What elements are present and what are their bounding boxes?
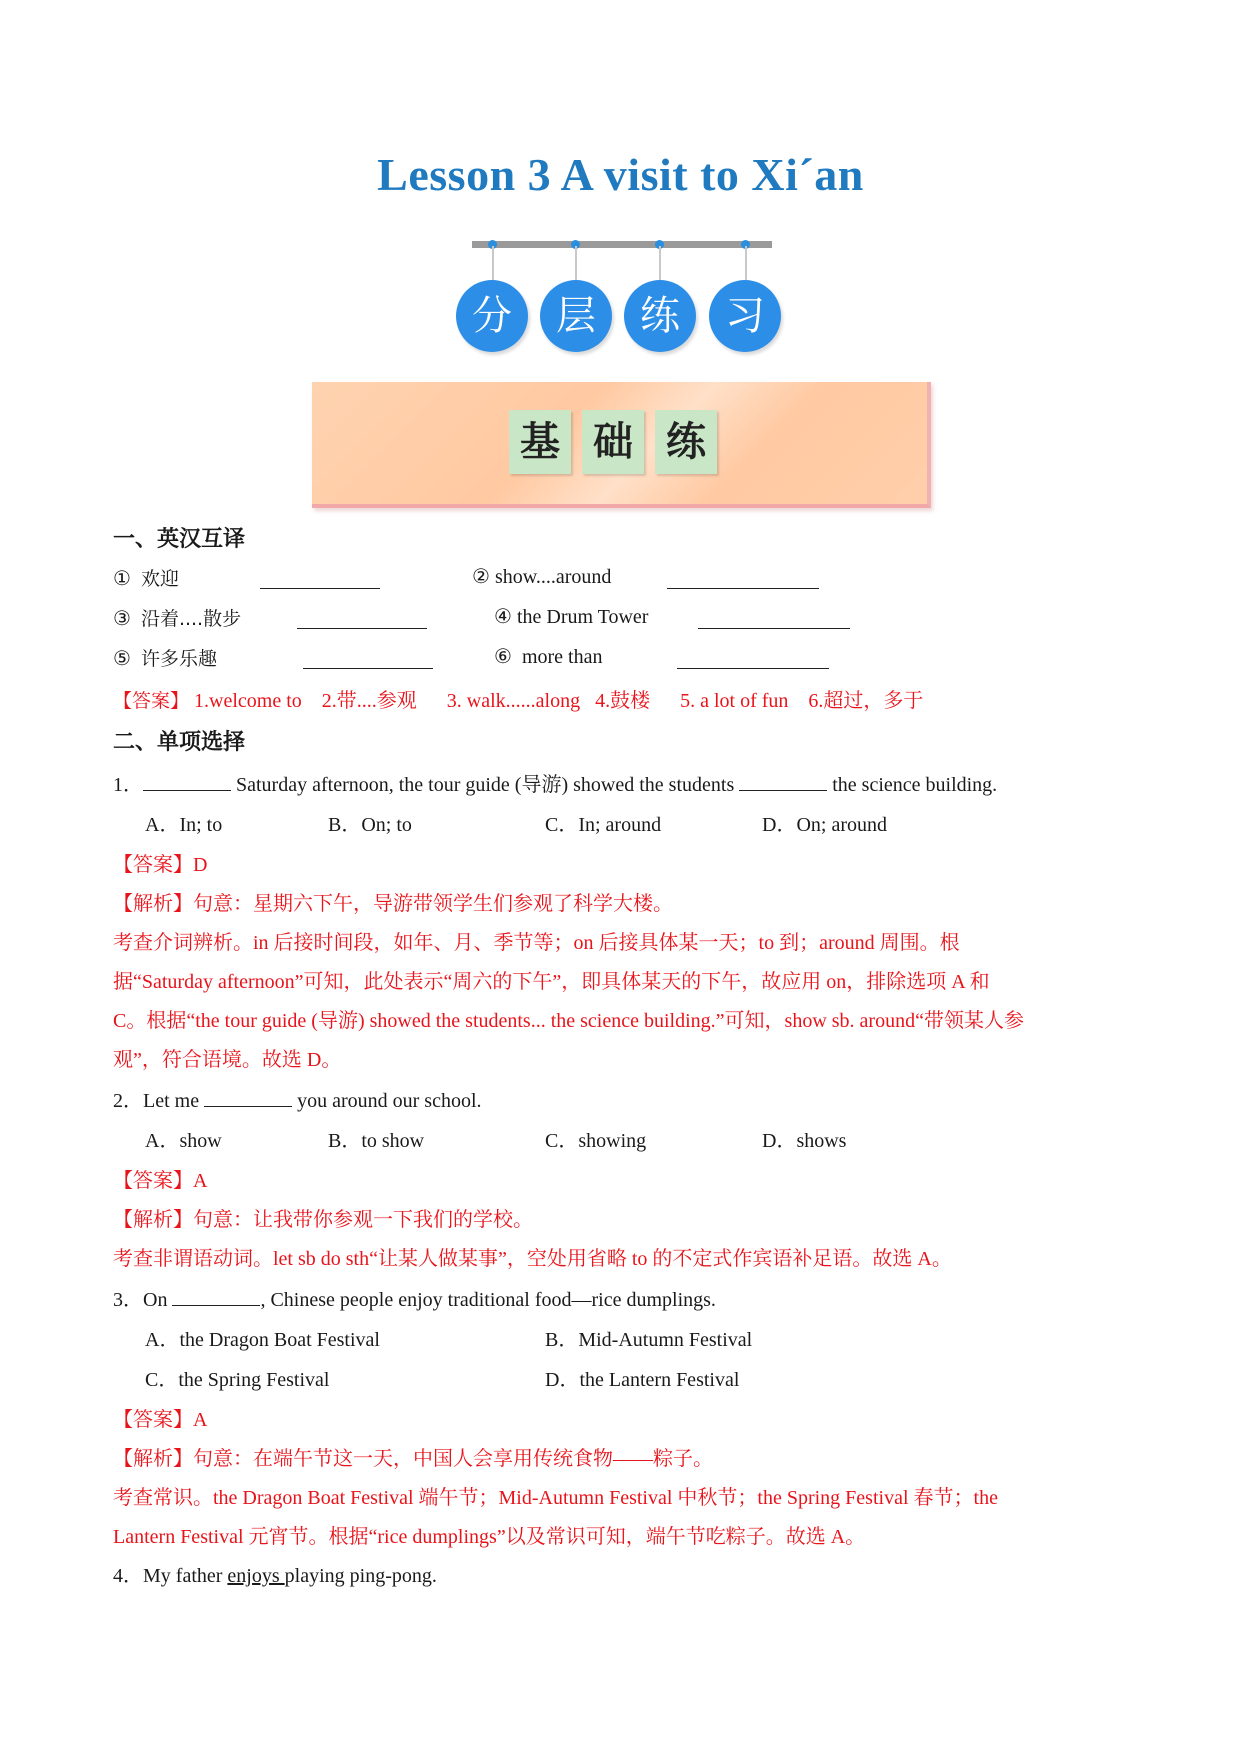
item-text: 沿着....散步 xyxy=(140,608,242,630)
analysis-line: Lantern Festival 元宵节。根据“rice dumplings”以及常识可知，端午节吃粽子。故选 A。 xyxy=(113,1526,866,1548)
analysis-line: 观”，符合语境。故选 D。 xyxy=(113,1049,342,1071)
section-heading: 一、英汉互译 xyxy=(113,527,246,552)
banner-string xyxy=(659,246,661,282)
vocab-item xyxy=(113,604,241,631)
item-text: show....around xyxy=(494,566,612,588)
banner-string xyxy=(575,246,577,282)
analysis-line: 考查非谓语动词。let sb do sth“让某人做某事”，空处用省略 to 的不定式作宾语补足语。故选 A。 xyxy=(113,1248,952,1270)
vocab-item xyxy=(113,644,217,671)
analysis-line: 据“Saturday afternoon”可知，此处表示“周六的下午”，即具体某天的下午，故应用 on，排除选项 A 和 xyxy=(113,971,990,993)
item-text: 欢迎 xyxy=(140,568,179,590)
answer-line: 【答案】A xyxy=(113,1170,208,1192)
answer-item: 4.鼓楼 xyxy=(595,690,651,712)
level-char: 练 xyxy=(655,410,717,474)
answer-item: 3. walk......along xyxy=(446,690,581,712)
item-text: more than xyxy=(521,646,603,668)
answer-blank xyxy=(303,650,433,669)
option: C．showing xyxy=(545,1130,647,1152)
answer-blank xyxy=(260,570,380,589)
question-text: you around our school. xyxy=(297,1090,482,1112)
banner-circle: 练 xyxy=(624,280,696,352)
answer-line: 【答案】A xyxy=(113,1409,208,1431)
option: B．to show xyxy=(328,1130,425,1152)
question-blank xyxy=(204,1088,292,1107)
option: B．On; to xyxy=(328,814,412,836)
item-number: ⑤ xyxy=(113,648,131,670)
option: D．the Lantern Festival xyxy=(545,1369,740,1391)
question-number: 2． xyxy=(113,1090,143,1112)
question-text: On xyxy=(143,1289,168,1311)
answer-line: 【答案】D xyxy=(113,854,208,876)
level-box xyxy=(312,382,931,508)
option: D．shows xyxy=(762,1130,847,1152)
question-3 xyxy=(113,1283,716,1312)
section-heading: 二、单项选择 xyxy=(113,730,246,755)
answer-blank xyxy=(698,610,850,629)
vocab-item xyxy=(494,604,648,629)
question-text: Saturday afternoon, the tour guide (导游) showed the students xyxy=(236,774,735,796)
question-2 xyxy=(113,1084,482,1113)
option: B．Mid-Autumn Festival xyxy=(545,1329,753,1351)
question-number: 1． xyxy=(113,774,143,796)
question-blank xyxy=(172,1287,260,1306)
answer-blank xyxy=(667,570,819,589)
item-text: 许多乐趣 xyxy=(140,648,217,670)
vocab-item xyxy=(494,644,602,669)
question-text: Let me xyxy=(143,1090,200,1112)
question-number: 3． xyxy=(113,1289,143,1311)
question-text: the science building. xyxy=(832,774,998,796)
answer-item: 1.welcome to xyxy=(194,690,302,712)
answer-blank xyxy=(297,610,427,629)
option: A．In; to xyxy=(145,814,223,836)
analysis-line: 考查介词辨析。in 后接时间段，如年、月、季节等；on 后接具体某一天；to 到；around 周围。根 xyxy=(113,932,960,954)
answer-item: 6.超过，多于 xyxy=(808,690,924,712)
answer-item: 2.带....参观 xyxy=(321,690,417,712)
vocab-item xyxy=(472,564,611,589)
option: A．the Dragon Boat Festival xyxy=(145,1329,380,1351)
question-text: playing ping-pong. xyxy=(284,1565,437,1587)
banner-circle: 分 xyxy=(456,280,528,352)
page-title: Lesson 3 A visit to Xi´an xyxy=(377,149,864,200)
analysis-line: 【解析】句意：让我带你参观一下我们的学校。 xyxy=(113,1209,533,1231)
item-number: ① xyxy=(113,568,131,590)
level-char: 基 xyxy=(509,410,571,474)
question-4 xyxy=(113,1559,437,1588)
option: D．On; around xyxy=(762,814,887,836)
item-number: ② xyxy=(472,566,490,588)
answer-item: 5. a lot of fun xyxy=(680,690,789,712)
question-text: My father xyxy=(143,1565,223,1587)
banner-string xyxy=(492,246,494,282)
analysis-line: 【解析】句意：在端午节这一天，中国人会享用传统食物——粽子。 xyxy=(113,1448,713,1470)
option: A．show xyxy=(145,1130,222,1152)
question-blank xyxy=(143,772,231,791)
banner-circle: 层 xyxy=(540,280,612,352)
answer-label: 【答案】 xyxy=(113,690,190,712)
item-number: ③ xyxy=(113,608,131,630)
item-number: ⑥ xyxy=(494,646,512,668)
underlined-word: enjoys xyxy=(227,1565,285,1587)
level-char: 础 xyxy=(582,410,644,474)
option: C．the Spring Festival xyxy=(145,1369,330,1391)
answer-line xyxy=(113,684,923,713)
question-text: , Chinese people enjoy traditional food—rice dumplings. xyxy=(260,1289,716,1311)
question-number: 4． xyxy=(113,1565,143,1587)
question-blank xyxy=(739,772,827,791)
item-number: ④ xyxy=(494,606,512,628)
banner-rail xyxy=(472,241,772,248)
vocab-item xyxy=(113,564,179,591)
banner-circle: 习 xyxy=(709,280,781,352)
answer-blank xyxy=(677,650,829,669)
option: C．In; around xyxy=(545,814,662,836)
analysis-line: 考查常识。the Dragon Boat Festival 端午节；Mid-Autumn Festival 中秋节；the Spring Festival 春节；the xyxy=(113,1487,998,1509)
analysis-line: C。根据“the tour guide (导游) showed the students... the science building.”可知，show sb. around“带领某人参 xyxy=(113,1010,1024,1032)
banner-string xyxy=(745,246,747,282)
question-1 xyxy=(113,768,997,797)
item-text: the Drum Tower xyxy=(516,606,649,628)
analysis-line: 【解析】句意：星期六下午，导游带领学生们参观了科学大楼。 xyxy=(113,893,673,915)
